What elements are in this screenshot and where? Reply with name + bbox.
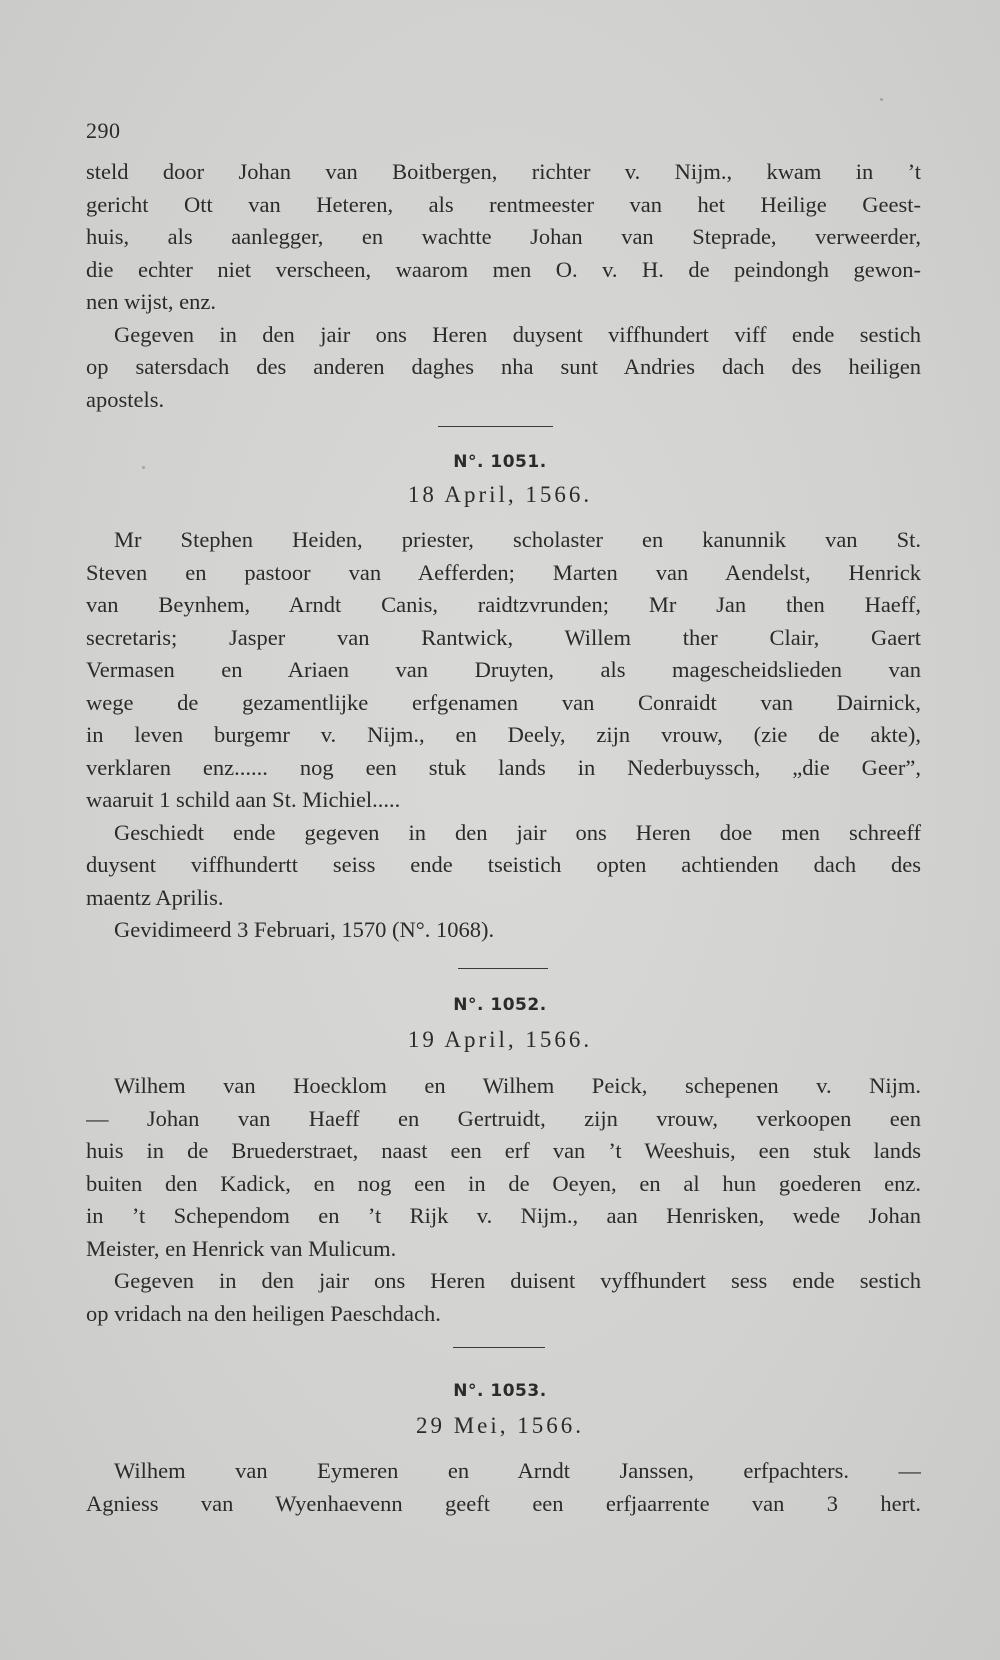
- text-line: waaruit 1 schild aan St. Michiel.....: [86, 787, 401, 812]
- paper-speck: [142, 466, 145, 469]
- entry-date: 18 April, 1566.: [407, 482, 593, 507]
- text-line: Gegeven in den jair ons Heren duisent vyffhundert sess ende sestich: [114, 1268, 921, 1293]
- text-line: steld door Johan van Boitbergen, richter v. Nijm., kwam in ’t: [86, 159, 921, 184]
- text-line: secretaris; Jasper van Rantwick, Willem ther Clair, Gaert: [86, 624, 921, 650]
- text-line: wege de gezamentlijke erfgenamen van Conraidt van Dairnick,: [86, 689, 921, 715]
- text-line: verklaren enz...... nog een stuk lands in Nederbuyssch, „die Geer”,: [86, 754, 921, 780]
- text-line: Steven en pastoor van Aefferden; Marten van Aendelst, Henrick: [86, 559, 921, 585]
- entry-number: N°. 1052.: [453, 995, 547, 1015]
- text-line: op satersdach des anderen daghes nha sunt Andries dach des heiligen: [86, 354, 921, 379]
- text-line: op vridach na den heiligen Paeschdach.: [86, 1300, 441, 1326]
- entry-number: N°. 1053.: [453, 1381, 547, 1401]
- section-divider: [453, 1347, 545, 1348]
- text-line: Meister, en Henrick van Mulicum.: [86, 1235, 397, 1261]
- entry-number: N°. 1051.: [453, 452, 547, 472]
- page-number: 290: [86, 118, 121, 143]
- text-line: maentz Aprilis.: [86, 884, 224, 910]
- text-line: huis in de Bruederstraet, naast een erf van ’t Weeshuis, een stuk lands: [86, 1138, 921, 1163]
- entry-1051-text: [86, 524, 921, 947]
- text-line: Wilhem van Eymeren en Arndt Janssen, erfpachters. —: [114, 1458, 921, 1483]
- text-line: Agniess van Wyenhaevenn geeft een erfjaarrente van 3 hert.: [86, 1490, 921, 1516]
- text-line: Wilhem van Hoecklom en Wilhem Peick, schepenen v. Nijm.: [114, 1073, 921, 1098]
- section-divider: [458, 968, 548, 969]
- text-line: Gevidimeerd 3 Februari, 1570 (N°. 1068).: [114, 917, 495, 942]
- paper-speck: [880, 98, 883, 101]
- section-divider: [438, 426, 553, 427]
- text-line: in leven burgemr v. Nijm., en Deely, zijn vrouw, (zie de akte),: [86, 722, 921, 747]
- text-line: huis, als aanlegger, en wachtte Johan van Steprade, verweerder,: [86, 224, 921, 249]
- entry-1052-text: [86, 1070, 921, 1330]
- text-line: buiten den Kadick, en nog een in de Oeyen, en al hun goederen enz.: [86, 1170, 921, 1196]
- text-line: die echter niet verscheen, waarom men O. v. H. de peindongh gewon-: [86, 256, 921, 282]
- entry-date: 29 Mei, 1566.: [415, 1413, 585, 1438]
- text-line: — Johan van Haeff en Gertruidt, zijn vrouw, verkoopen een: [86, 1105, 921, 1131]
- entry-date: 19 April, 1566.: [407, 1027, 593, 1052]
- text-line: duysent viffhundertt seiss ende tseistich opten achtienden dach des: [86, 852, 921, 877]
- text-line: Gegeven in den jair ons Heren duysent viffhundert viff ende sestich: [114, 321, 921, 347]
- text-line: apostels.: [86, 386, 165, 412]
- text-line: nen wijst, enz.: [86, 289, 216, 314]
- text-line: van Beynhem, Arndt Canis, raidtzvrunden; Mr Jan then Haeff,: [86, 592, 921, 617]
- text-line: in ’t Schependom en ’t Rijk v. Nijm., aan Henrisken, wede Johan: [86, 1203, 921, 1228]
- entry-1053-text: [86, 1455, 921, 1520]
- text-line: Mr Stephen Heiden, priester, scholaster en kanunnik van St.: [114, 527, 921, 552]
- text-line: Geschiedt ende gegeven in den jair ons Heren doe men schreeff: [114, 819, 921, 845]
- text-line: Vermasen en Ariaen van Druyten, als magescheidslieden van: [86, 657, 921, 682]
- text-line: gericht Ott van Heteren, als rentmeester van het Heilige Geest-: [86, 191, 921, 217]
- previous-entry-text: [86, 156, 921, 416]
